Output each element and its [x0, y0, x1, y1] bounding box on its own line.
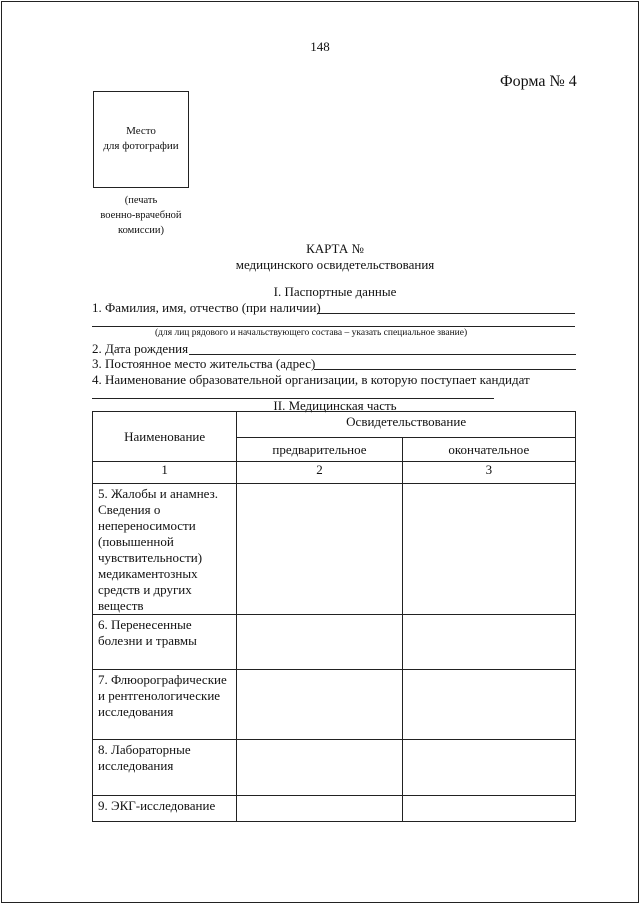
row-label-ecg: 9. ЭКГ-исследование — [93, 796, 237, 822]
form-label: Форма № 4 — [500, 73, 577, 90]
col-header-final: окончательное — [402, 438, 575, 462]
cell-final-diseases[interactable] — [402, 615, 575, 670]
section2-heading: II. Медицинская часть — [273, 398, 397, 413]
table-row — [93, 615, 576, 670]
col-number-2: 2 — [237, 462, 402, 484]
field-address-line[interactable] — [314, 369, 576, 370]
stamp-note-line1: (печать — [124, 195, 158, 206]
col-header-group: Освидетельствование — [237, 412, 576, 438]
field-full-name-line2[interactable] — [92, 326, 575, 327]
cell-prelim-complaints[interactable] — [237, 484, 402, 615]
cell-prelim-ecg[interactable] — [237, 796, 402, 822]
stamp-note-line3: комиссии) — [118, 225, 164, 236]
section1-heading: I. Паспортные данные — [273, 284, 397, 299]
field-full-name-note: (для лиц рядового и начальствующего состава – указать специальное звание) — [155, 328, 468, 338]
cell-prelim-lab[interactable] — [237, 740, 402, 796]
field-full-name-label: 1. Фамилия, имя, отчество (при наличии) — [92, 300, 321, 315]
cell-prelim-diseases[interactable] — [237, 615, 402, 670]
field-birth-date-line[interactable] — [189, 354, 576, 355]
col-header-prelim: предварительное — [237, 438, 402, 462]
table-row — [93, 670, 576, 740]
field-full-name-line[interactable] — [317, 313, 575, 314]
cell-final-xray[interactable] — [402, 670, 575, 740]
medical-table — [92, 411, 576, 822]
cell-prelim-xray[interactable] — [237, 670, 402, 740]
card-subtitle: медицинского освидетельствования — [235, 257, 435, 272]
row-label-complaints: 5. Жалобы и анамнез. Сведения о непереносимости (повышенной чувствительности) медикаментозных средств и других веществ — [93, 484, 237, 615]
col-number-3: 3 — [402, 462, 575, 484]
photo-placeholder — [93, 91, 189, 188]
table-row — [93, 484, 576, 615]
photo-label-line2: для фотографии — [103, 140, 179, 152]
stamp-note-line2: военно-врачебной — [100, 210, 182, 221]
row-label-xray: 7. Флюорографические и рентгенологические исследования — [93, 670, 237, 740]
photo-label-line1: Место — [126, 125, 156, 137]
col-header-name: Наименование — [93, 412, 237, 462]
cell-final-complaints[interactable] — [402, 484, 575, 615]
col-number-1: 1 — [93, 462, 237, 484]
field-address-label: 3. Постоянное место жительства (адрес) — [92, 356, 316, 371]
page-number: 148 — [310, 39, 330, 54]
row-label-diseases: 6. Перенесенные болезни и травмы — [93, 615, 237, 670]
row-label-lab: 8. Лабораторные исследования — [93, 740, 237, 796]
stamp-note — [80, 193, 202, 238]
card-title: КАРТА № — [306, 241, 364, 256]
cell-final-ecg[interactable] — [402, 796, 575, 822]
field-birth-date-label: 2. Дата рождения — [92, 341, 189, 356]
table-row — [93, 740, 576, 796]
cell-final-lab[interactable] — [402, 740, 575, 796]
field-school-label: 4. Наименование образовательной организации, в которую поступает кандидат — [92, 372, 530, 387]
table-row — [93, 796, 576, 822]
